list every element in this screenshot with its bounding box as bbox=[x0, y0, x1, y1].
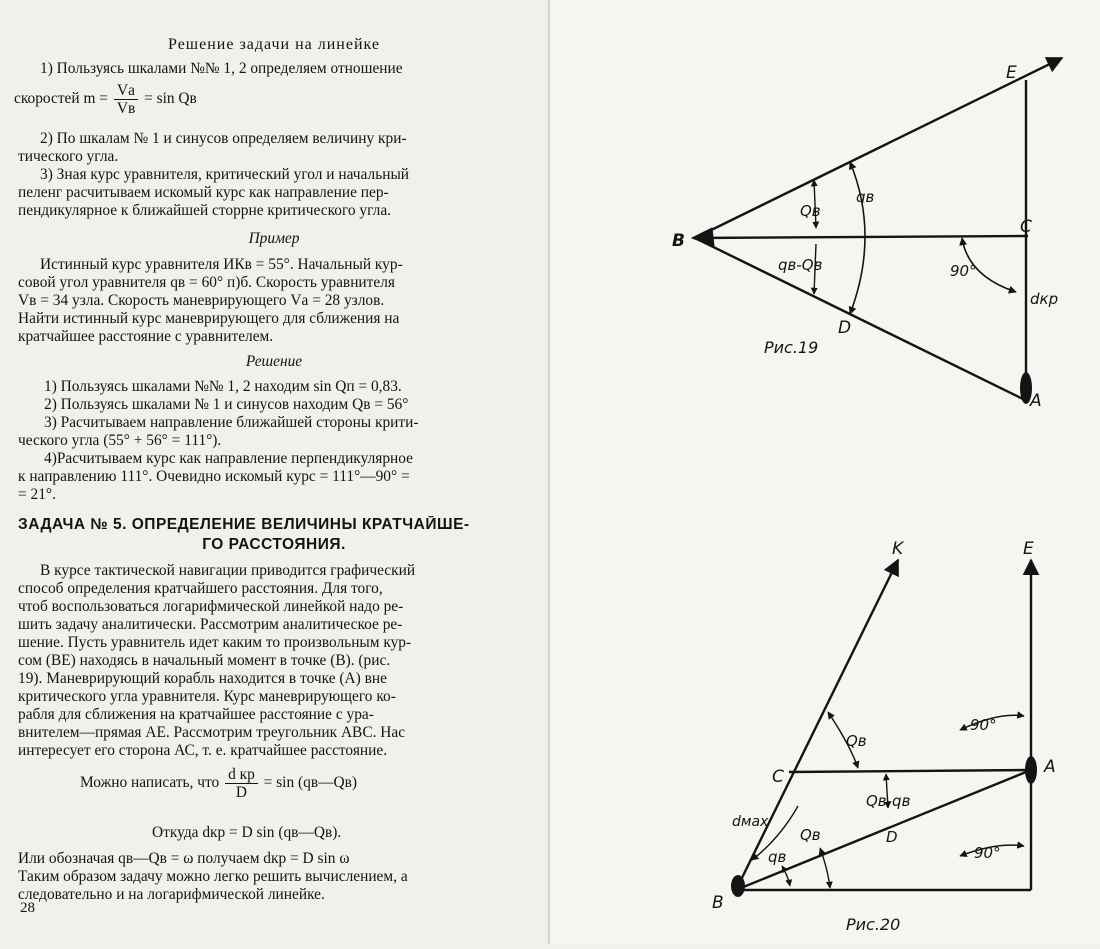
text-line: шение. Пусть уравнитель идет каким то произвольным кур- bbox=[18, 634, 412, 651]
line-be bbox=[695, 58, 1062, 238]
formula-suffix: = sin Qв bbox=[144, 90, 197, 108]
ship-b-icon bbox=[692, 228, 714, 246]
label-c: C bbox=[772, 767, 784, 787]
line-ba bbox=[736, 770, 1031, 890]
text-line: сом (ВЕ) находясь в начальный момент в точке (В). (рис. bbox=[18, 652, 391, 669]
text-line: внителем—прямая AE. Рассмотрим треугольник ABC. Нас bbox=[18, 724, 406, 741]
text-line: 1) Пользуясь шкалами №№ 1, 2 определяем отношение bbox=[40, 60, 403, 77]
label-90-top: 90° bbox=[970, 716, 997, 734]
text-line: кратчайшее расстояние с уравнителем. bbox=[18, 328, 274, 345]
text-line: 4)Расчитываем курс как направление перпендикулярное bbox=[44, 450, 413, 467]
label-diff: Qв-qв bbox=[866, 792, 911, 810]
label-diff: qв-Qв bbox=[778, 256, 823, 274]
label-e: E bbox=[1006, 63, 1017, 83]
text-line: тического угла. bbox=[18, 148, 119, 165]
fraction-denominator: D bbox=[235, 784, 247, 801]
formula-speed-ratio bbox=[14, 82, 197, 117]
label-a: A bbox=[1044, 757, 1056, 777]
fraction bbox=[225, 766, 258, 801]
text-line: рабля для сближения на кратчайшее расстояние с ура- bbox=[18, 706, 374, 723]
ship-b-icon bbox=[731, 875, 745, 897]
text-line: 19). Маневрирующий корабль находится в точке (А) вне bbox=[18, 670, 387, 687]
text-line: к направлению 111°. Очевидно искомый курс = 111°—90° = bbox=[18, 468, 410, 485]
text-line: Истинный курс уравнителя ИКв = 55°. Начальный кур- bbox=[40, 256, 403, 273]
caption-fig20: Рис.20 bbox=[846, 915, 901, 934]
label-d: D bbox=[886, 828, 898, 846]
fraction-denominator: Vв bbox=[116, 100, 136, 117]
label-k: K bbox=[892, 539, 904, 559]
label-qb-top: Qв bbox=[846, 732, 867, 750]
text-line: следовательно и на логарифмической линейке. bbox=[18, 886, 325, 903]
formula-suffix: = sin (qв—Qв) bbox=[263, 774, 357, 792]
label-qb: qв bbox=[856, 188, 875, 206]
label-90: 90° bbox=[950, 262, 977, 280]
formula-prefix: скоростей m = bbox=[14, 90, 108, 108]
label-dkr: dкр bbox=[1030, 290, 1059, 308]
section-heading: Решение задачи на линейке bbox=[168, 36, 380, 53]
text-line: 2) Пользуясь шкалами № 1 и синусов находим Qв = 56° bbox=[44, 396, 409, 413]
ship-a-icon bbox=[1025, 756, 1037, 784]
text-line: пендикулярное к ближайшей сторрне критического угла. bbox=[18, 202, 392, 219]
text-line: Или обозначая qв—Qв = ω получаем dкр = D sin ω bbox=[18, 850, 350, 867]
text-line: пеленг расчитываем искомый курс как направление пер- bbox=[18, 184, 389, 201]
text-line: чтоб воспользоваться логарифмической линейкой надо ре- bbox=[18, 598, 404, 615]
formula-dkr bbox=[80, 766, 357, 801]
text-line: совой угол уравнителя qв = 60° п)б. Скорость уравнителя bbox=[18, 274, 395, 291]
fraction-numerator: d кр bbox=[225, 766, 258, 784]
line-ca bbox=[789, 770, 1031, 772]
label-b: B bbox=[672, 231, 685, 251]
fraction-numerator: Vа bbox=[114, 82, 138, 100]
label-qb-low: Qв bbox=[800, 826, 821, 844]
label-qb-small: Qв bbox=[800, 202, 821, 220]
text-line: 3) Зная курс уравнителя, критический угол и начальный bbox=[40, 166, 410, 183]
formula-result: Откуда dкр = D sin (qв—Qв). bbox=[152, 824, 342, 841]
line-bc bbox=[695, 236, 1028, 238]
label-qb-small: qв bbox=[768, 848, 787, 866]
text-line: ческого угла (55° + 56° = 111°). bbox=[18, 432, 222, 449]
label-b: B bbox=[712, 893, 724, 913]
label-dmax: dмах bbox=[732, 814, 769, 830]
caption-fig19: Рис.19 bbox=[764, 338, 819, 357]
task-heading-cont: ГО РАССТОЯНИЯ. bbox=[202, 536, 346, 553]
text-line: Vв = 34 узла. Скорость маневрирующего Vа = 28 узлов. bbox=[18, 292, 385, 309]
text-line: интересует его сторона АС, т. е. кратчайшее расстояние. bbox=[18, 742, 388, 759]
task-heading: ЗАДАЧА № 5. ОПРЕДЕЛЕНИЕ ВЕЛИЧИНЫ КРАТЧАЙШЕ- bbox=[18, 516, 470, 533]
text-line: 2) По шкалам № 1 и синусов определяем величину кри- bbox=[40, 130, 407, 147]
text-line: = 21°. bbox=[18, 486, 56, 503]
text-line: В курсе тактической навигации приводится графический bbox=[40, 562, 416, 579]
solution-heading: Решение bbox=[245, 353, 303, 370]
text-line: Найти истинный курс маневрирующего для сближения на bbox=[18, 310, 400, 327]
right-page bbox=[550, 0, 1100, 944]
page-number: 28 bbox=[20, 900, 35, 916]
left-page bbox=[0, 0, 550, 944]
figures-svg bbox=[550, 0, 1100, 944]
label-e: E bbox=[1023, 539, 1034, 559]
text-line: 3) Расчитываем направление ближайшей стороны крити- bbox=[44, 414, 419, 431]
label-c: C bbox=[1020, 217, 1032, 237]
fraction bbox=[114, 82, 138, 117]
figure-19 bbox=[692, 58, 1062, 404]
label-d: D bbox=[838, 318, 852, 338]
figure-20-labels bbox=[712, 539, 1056, 934]
text-line: способ определения кратчайшего расстояния. Для того, bbox=[18, 580, 383, 597]
text-line: критического угла уравнителя. Курс маневрирующего ко- bbox=[18, 688, 396, 705]
label-90-bottom: 90° bbox=[974, 844, 1001, 862]
label-a: A bbox=[1030, 391, 1042, 411]
example-heading: Пример bbox=[248, 230, 300, 247]
text-line: Таким образом задачу можно легко решить вычислением, а bbox=[18, 868, 408, 885]
text-line: 1) Пользуясь шкалами №№ 1, 2 находим sin Qп = 0,83. bbox=[44, 378, 402, 395]
formula-prefix: Можно написать, что bbox=[80, 774, 220, 792]
text-line: шить задачу аналитически. Рассмотрим аналитическое ре- bbox=[18, 616, 403, 633]
